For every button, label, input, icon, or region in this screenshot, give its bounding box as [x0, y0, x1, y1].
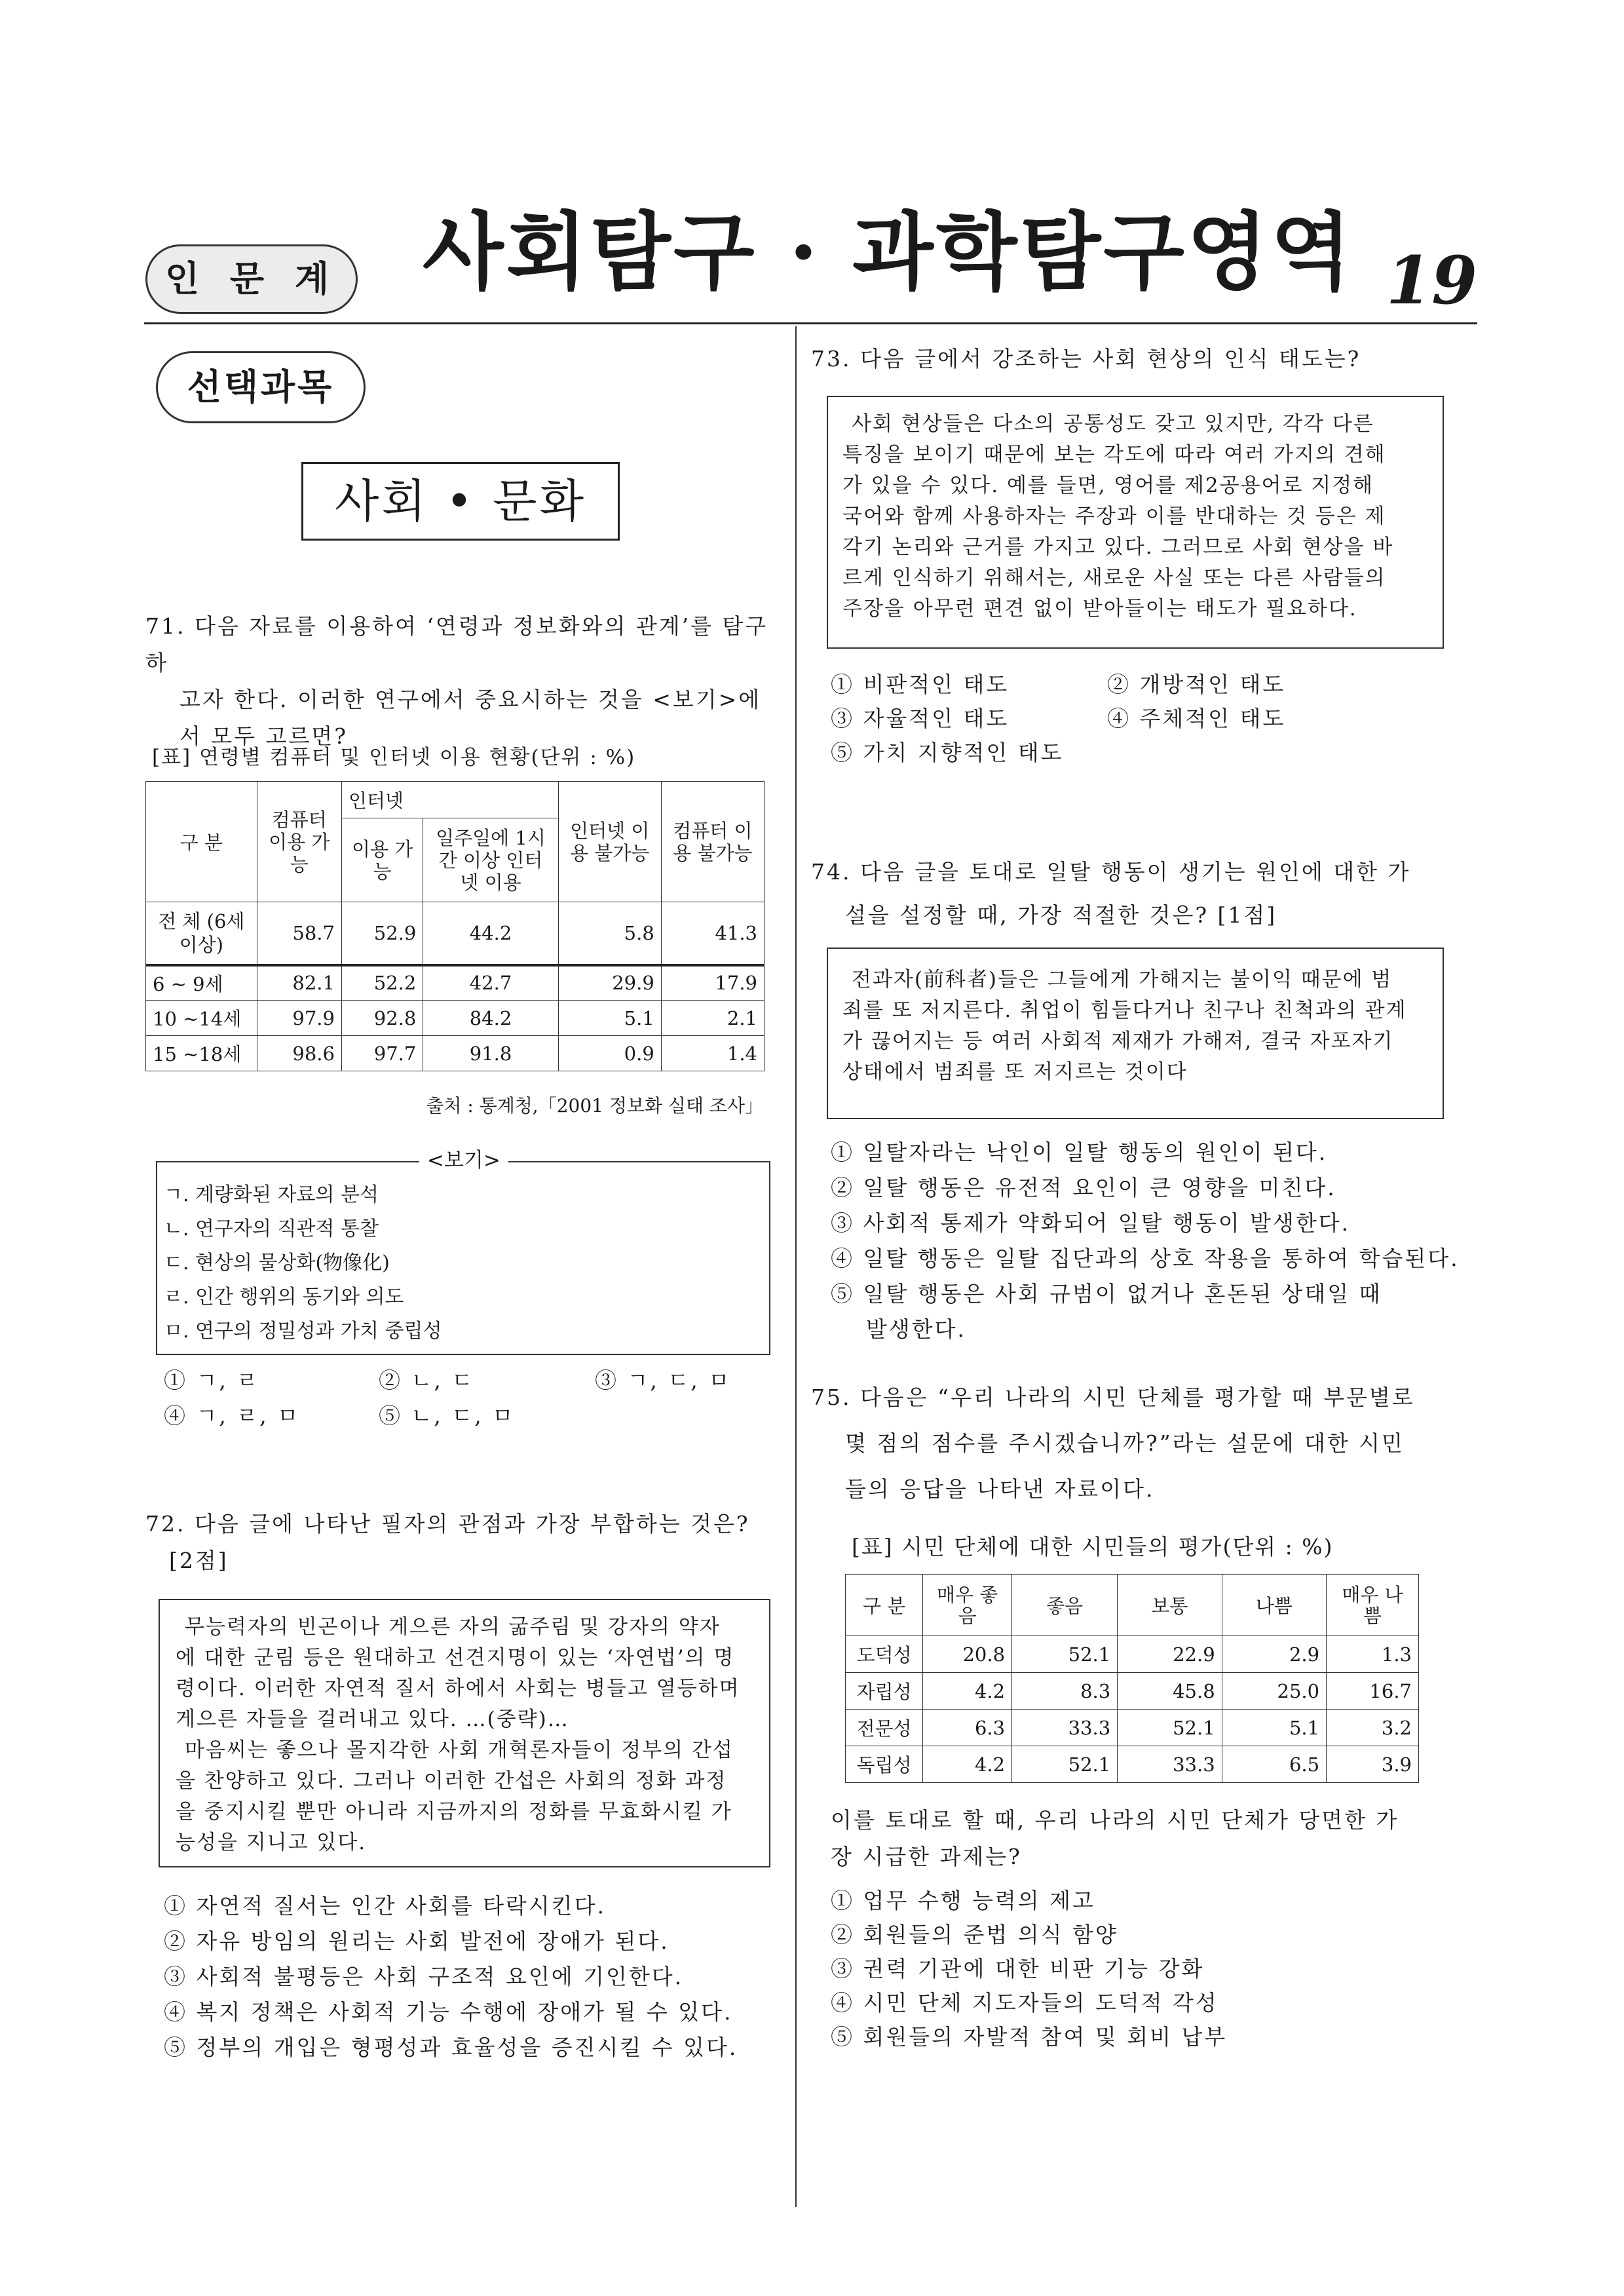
q75-after-line2: 장 시급한 과제는?	[831, 1844, 1022, 1869]
q73-choice-5[interactable]: ⑤ 가치 지향적인 태도	[831, 740, 1064, 765]
q72-passage-line: 에 대한 군림 등은 원대하고 선견지명이 있는 ‘자연법’의 명	[176, 1646, 735, 1670]
q71-choice-2[interactable]: ② ㄴ, ㄷ	[379, 1368, 475, 1393]
q75-cell: 33.3	[1118, 1746, 1222, 1783]
q75-row-label: 도덕성	[846, 1636, 923, 1673]
q71-bogi-item: ㄷ. 현상의 물상화(物像化)	[164, 1252, 390, 1274]
q73-passage-line: 르게 인식하기 위해서는, 새로운 사실 또는 다른 사람들의	[842, 566, 1386, 590]
table-row	[146, 902, 765, 965]
q74-stem-line1: 74. 다음 글을 토대로 일탈 행동이 생기는 원인에 대한 가	[811, 859, 1411, 885]
q71-choice-5[interactable]: ⑤ ㄴ, ㄷ, ㅁ	[379, 1403, 516, 1428]
q75-cell: 20.8	[923, 1636, 1012, 1673]
q71-cell: 52.9	[341, 902, 423, 965]
q75-cell: 45.8	[1118, 1673, 1222, 1710]
table-row	[146, 965, 765, 1001]
q71-row-label: 10 ~14세	[146, 1001, 257, 1036]
q73-passage-line: 사회 현상들은 다소의 공통성도 갖고 있지만, 각각 다른	[852, 412, 1374, 436]
q75-table-caption: [표] 시민 단체에 대한 시민들의 평가(단위 : %)	[852, 1534, 1334, 1559]
track-label-text: 인 문 계	[164, 258, 339, 299]
q71-cell: 91.8	[423, 1036, 558, 1071]
q73-choice-1[interactable]: ① 비판적인 태도	[831, 672, 1010, 697]
q71-stem	[145, 608, 787, 755]
q72-choice-5[interactable]: ⑤ 정부의 개입은 형평성과 효율성을 증진시킬 수 있다.	[164, 2035, 738, 2060]
q71-stem-line2: 고자 한다. 이러한 연구에서 중요시하는 것을 <보기>에	[179, 687, 762, 712]
column-divider	[795, 326, 797, 2207]
q73-passage-line: 가 있을 수 있다. 예를 들면, 영어를 제2공용어로 지정해	[842, 474, 1374, 497]
q75-cell: 3.9	[1327, 1746, 1419, 1783]
q75-cell: 52.1	[1012, 1746, 1118, 1783]
q75-th: 나쁨	[1222, 1575, 1326, 1636]
q71-cell: 5.1	[558, 1001, 661, 1036]
q75-cell: 52.1	[1118, 1710, 1222, 1746]
q71-bogi-item: ㅁ. 연구의 정밀성과 가치 중립성	[164, 1320, 442, 1343]
q71-table	[145, 781, 765, 1071]
q74-passage-line: 전과자(前科者)들은 그들에게 가해지는 불이익 때문에 범	[852, 968, 1393, 991]
q71-th-internet: 인터넷	[341, 782, 558, 818]
q73-stem: 73. 다음 글에서 강조하는 사회 현상의 인식 태도는?	[811, 346, 1361, 372]
q72-passage-line: 을 찬양하고 있다. 그러나 이러한 간섭은 사회의 정화 과정	[176, 1769, 727, 1793]
page-number: 19	[1386, 242, 1477, 319]
q71-cell: 42.7	[423, 965, 558, 1001]
q72-passage-line: 을 중지시킬 뿐만 아니라 지금까지의 정화를 무효화시킬 가	[176, 1800, 732, 1824]
q75-cell: 5.1	[1222, 1710, 1326, 1746]
q75-choice-5[interactable]: ⑤ 회원들의 자발적 참여 및 회비 납부	[831, 2024, 1228, 2050]
q72-points: [2점]	[169, 1548, 229, 1573]
q75-cell: 4.2	[923, 1746, 1012, 1783]
q73-choice-4[interactable]: ④ 주체적인 태도	[1107, 706, 1286, 731]
q72-passage-line: 게으른 자들을 걸러내고 있다. …(중략)…	[176, 1708, 569, 1731]
q71-cell: 97.9	[257, 1001, 341, 1036]
q74-choice-1[interactable]: ① 일탈자라는 낙인이 일탈 행동의 원인이 된다.	[831, 1139, 1328, 1165]
q71-th-weekly-use: 일주일에 1시간 이상 인터넷 이용	[423, 818, 558, 902]
q72-passage-line: 령이다. 이러한 자연적 질서 하에서 사회는 병들고 열등하며	[176, 1677, 740, 1700]
q71-choice-1[interactable]: ① ㄱ, ㄹ	[164, 1368, 260, 1393]
q74-passage-line: 상태에서 범죄를 또 저지르는 것이다	[842, 1060, 1188, 1084]
q75-cell: 33.3	[1012, 1710, 1118, 1746]
q71-bogi-box	[156, 1149, 770, 1355]
q71-table-caption: [표] 연령별 컴퓨터 및 인터넷 이용 현황(단위 : %)	[152, 746, 636, 769]
q73-passage-line: 주장을 아무런 편견 없이 받아들이는 태도가 필요하다.	[842, 597, 1357, 621]
q73-choice-3[interactable]: ③ 자율적인 태도	[831, 706, 1010, 731]
q71-cell: 92.8	[341, 1001, 423, 1036]
q75-cell: 4.2	[923, 1673, 1012, 1710]
q75-choice-4[interactable]: ④ 시민 단체 지도자들의 도덕적 각성	[831, 1990, 1218, 2016]
q72-choice-4[interactable]: ④ 복지 정책은 사회적 기능 수행에 장애가 될 수 있다.	[164, 1999, 733, 2025]
q75-cell: 52.1	[1012, 1636, 1118, 1673]
q72-choice-1[interactable]: ① 자연적 질서는 인간 사회를 타락시킨다.	[164, 1893, 606, 1919]
elective-label-text: 선택과목	[187, 366, 335, 408]
table-row	[146, 1001, 765, 1036]
q74-stem	[811, 851, 1466, 937]
q71-cell: 58.7	[257, 902, 341, 965]
q71-cell: 29.9	[558, 965, 661, 1001]
q72-passage-line: 무능력자의 빈곤이나 게으른 자의 굶주림 및 강자의 약자	[185, 1615, 721, 1639]
q75-row-label: 독립성	[846, 1746, 923, 1783]
q71-cell: 2.1	[661, 1001, 764, 1036]
q74-passage-line: 죄를 또 저지른다. 취업이 힘들다거나 친구나 친척과의 관계	[842, 999, 1407, 1022]
q75-table	[845, 1574, 1419, 1783]
q75-cell: 2.9	[1222, 1636, 1326, 1673]
q71-th-internet-no: 인터넷 이용 불가능	[558, 782, 661, 902]
q75-th: 보통	[1118, 1575, 1222, 1636]
q71-choice-4[interactable]: ④ ㄱ, ㄹ, ㅁ	[164, 1403, 301, 1428]
track-label	[145, 244, 358, 314]
q74-choice-3[interactable]: ③ 사회적 통제가 약화되어 일탈 행동이 발생한다.	[831, 1210, 1351, 1236]
header-rule	[144, 322, 1477, 324]
q71-th-division: 구 분	[146, 782, 257, 902]
q75-stem-line1: 75. 다음은 “우리 나라의 시민 단체를 평가할 때 부문별로	[811, 1385, 1415, 1410]
q75-cell: 25.0	[1222, 1673, 1326, 1710]
q71-th-computer-use: 컴퓨터 이용 가능	[257, 782, 341, 902]
q73-passage-line: 특징을 보이기 때문에 보는 각도에 따라 여러 가지의 견해	[842, 443, 1386, 467]
q75-th: 매우 좋음	[923, 1575, 1012, 1636]
q71-bogi-item: ㄹ. 인간 행위의 동기와 의도	[164, 1286, 404, 1309]
q72-choice-2[interactable]: ② 자유 방임의 원리는 사회 발전에 장애가 된다.	[164, 1928, 670, 1954]
q75-choice-1[interactable]: ① 업무 수행 능력의 제고	[831, 1888, 1095, 1913]
elective-label	[156, 351, 366, 423]
q75-stem-line3: 들의 응답을 나타낸 자료이다.	[845, 1476, 1155, 1502]
q71-cell: 5.8	[558, 902, 661, 965]
q71-row-label: 전 체 (6세 이상)	[146, 902, 257, 965]
q71-th-internet-use: 이용 가능	[341, 818, 423, 902]
q73-choice-2[interactable]: ② 개방적인 태도	[1107, 672, 1286, 697]
q71-cell: 44.2	[423, 902, 558, 965]
q71-cell: 97.7	[341, 1036, 423, 1071]
q75-th: 좋음	[1012, 1575, 1118, 1636]
q71-source: 출처 : 통계청,「2001 정보화 실태 조사」	[426, 1095, 763, 1117]
table-row	[846, 1673, 1419, 1710]
q75-stem-line2: 몇 점의 점수를 주시겠습니까?”라는 설문에 대한 시민	[845, 1430, 1405, 1456]
q75-cell: 1.3	[1327, 1636, 1419, 1673]
q75-choice-3[interactable]: ③ 권력 기관에 대한 비판 기능 강화	[831, 1956, 1205, 1981]
q74-choice-2[interactable]: ② 일탈 행동은 유전적 요인이 큰 영향을 미친다.	[831, 1175, 1336, 1200]
q73-passage-box	[827, 396, 1444, 649]
q71-cell: 84.2	[423, 1001, 558, 1036]
q75-cell: 6.5	[1222, 1746, 1326, 1783]
section-title: 사회탐구 · 과학탐구영역	[423, 203, 1355, 301]
q75-stem	[811, 1375, 1466, 1512]
q71-choice-3[interactable]: ③ ㄱ, ㄷ, ㅁ	[595, 1368, 732, 1393]
q71-bogi-title: <보기>	[419, 1145, 508, 1176]
q74-passage-box	[827, 947, 1444, 1119]
q72-choice-3[interactable]: ③ 사회적 불평등은 사회 구조적 요인에 기인한다.	[164, 1964, 684, 1989]
q75-th: 구 분	[846, 1575, 923, 1636]
q71-cell: 98.6	[257, 1036, 341, 1071]
q71-cell: 82.1	[257, 965, 341, 1001]
q74-choice-5-cont: 발생한다.	[866, 1316, 967, 1342]
q75-row-label: 전문성	[846, 1710, 923, 1746]
q71-cell: 1.4	[661, 1036, 764, 1071]
q72-stem	[145, 1506, 787, 1579]
table-row	[846, 1710, 1419, 1746]
table-row	[846, 1746, 1419, 1783]
q71-row-label: 15 ~18세	[146, 1036, 257, 1071]
q74-choice-5[interactable]: ⑤ 일탈 행동은 사회 규범이 없거나 혼돈된 상태일 때	[831, 1281, 1382, 1307]
q71-stem-line3: 서 모두 고르면?	[179, 723, 348, 749]
q74-passage-line: 가 끊어지는 등 여러 사회적 제재가 가해져, 결국 자포자기	[842, 1029, 1394, 1053]
q71-cell: 0.9	[558, 1036, 661, 1071]
q72-stem-line1: 72. 다음 글에 나타난 필자의 관점과 가장 부합하는 것은?	[145, 1511, 750, 1537]
q72-passage-line: 능성을 지니고 있다.	[176, 1831, 367, 1854]
q75-cell: 22.9	[1118, 1636, 1222, 1673]
q71-row-label: 6 ~ 9세	[146, 965, 257, 1001]
subject-box	[301, 462, 620, 541]
q75-choice-2[interactable]: ② 회원들의 준법 의식 함양	[831, 1922, 1118, 1947]
q71-bogi-item: ㄴ. 연구자의 직관적 통찰	[164, 1217, 379, 1240]
q71-cell: 41.3	[661, 902, 764, 965]
q72-passage-box	[159, 1599, 770, 1867]
q74-stem-line2: 설을 설정할 때, 가장 적절한 것은? [1점]	[845, 902, 1277, 928]
q75-after-line1: 이를 토대로 할 때, 우리 나라의 시민 단체가 당면한 가	[831, 1807, 1399, 1833]
q71-th-computer-no: 컴퓨터 이용 불가능	[661, 782, 764, 902]
q75-cell: 6.3	[923, 1710, 1012, 1746]
table-row	[846, 1636, 1419, 1673]
q75-followup	[831, 1802, 1460, 1875]
q72-passage-line: 마음씨는 좋으나 몰지각한 사회 개혁론자들이 정부의 간섭	[185, 1738, 734, 1762]
subject-title: 사회 • 문화	[334, 474, 587, 528]
q73-passage-line: 각기 논리와 근거를 가지고 있다. 그러므로 사회 현상을 바	[842, 535, 1394, 559]
q75-cell: 8.3	[1012, 1673, 1118, 1710]
q71-bogi-item: ㄱ. 계량화된 자료의 분석	[164, 1183, 379, 1206]
table-row	[146, 1036, 765, 1071]
q74-choice-4[interactable]: ④ 일탈 행동은 일탈 집단과의 상호 작용을 통하여 학습된다.	[831, 1246, 1460, 1271]
q73-passage-line: 국어와 함께 사용하자는 주장과 이를 반대하는 것 등은 제	[842, 505, 1386, 528]
q71-cell: 52.2	[341, 965, 423, 1001]
q75-cell: 3.2	[1327, 1710, 1419, 1746]
q75-th: 매우 나쁨	[1327, 1575, 1419, 1636]
q75-row-label: 자립성	[846, 1673, 923, 1710]
q71-stem-line1: 71. 다음 자료를 이용하여 ‘연령과 정보화와의 관계’를 탐구하	[145, 613, 768, 676]
q75-cell: 16.7	[1327, 1673, 1419, 1710]
q71-cell: 17.9	[661, 965, 764, 1001]
